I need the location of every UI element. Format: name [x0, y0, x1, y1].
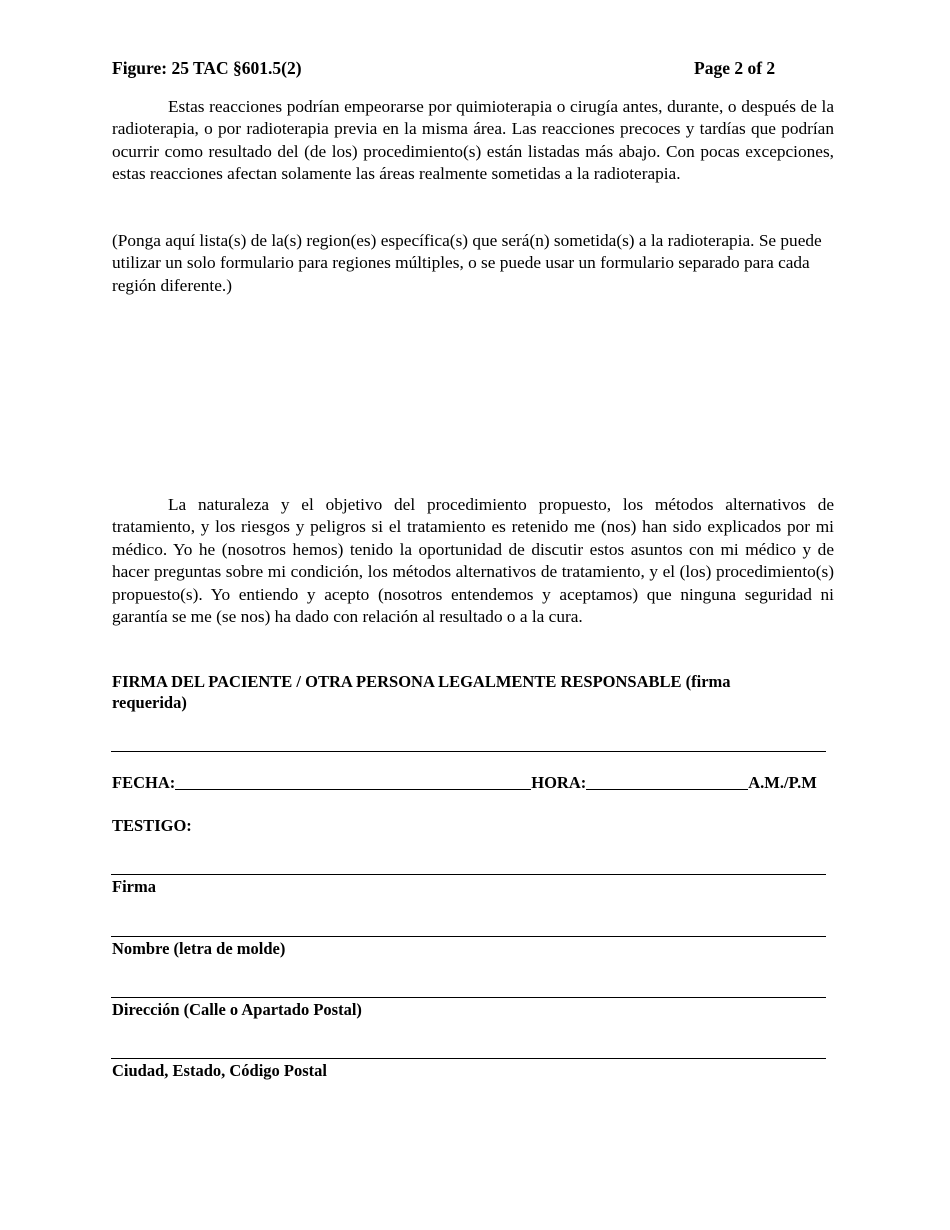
witness-city-line[interactable]: [111, 1058, 826, 1059]
witness-signature-label: Firma: [112, 877, 156, 896]
witness-signature-line[interactable]: [111, 874, 826, 875]
regions-instruction-paragraph: (Ponga aquí lista(s) de la(s) region(es) específica(s) que será(n) sometida(s) a la radioterapia. Se puede utilizar un solo formulario para regiones múltiples, o se puede usar un formulario separado para cada región diferente.): [112, 231, 822, 295]
date-label: FECHA:: [112, 773, 176, 792]
witness-address-line[interactable]: [111, 997, 826, 998]
ampm-label: A.M./P.M: [748, 773, 817, 792]
figure-reference: Figure: 25 TAC §601.5(2): [112, 58, 302, 78]
time-label: HORA:: [531, 773, 587, 792]
witness-name-line[interactable]: [111, 936, 826, 937]
date-time-row: [112, 773, 832, 793]
witness-city-label: Ciudad, Estado, Código Postal: [112, 1061, 328, 1080]
page-number: Page 2 of 2: [694, 58, 776, 78]
patient-signature-heading: FIRMA DEL PACIENTE / OTRA PERSONA LEGALMENTE RESPONSABLE (firma requerida): [112, 672, 731, 712]
date-field[interactable]: [175, 773, 531, 790]
time-field[interactable]: [586, 773, 748, 790]
witness-address-label: Dirección (Calle o Apartado Postal): [112, 1000, 362, 1019]
consent-paragraph: La naturaleza y el objetivo del procedimiento propuesto, los métodos alternativos de tratamiento, y los riesgos y peligros si el tratamiento es retenido me (nos) han sido explicados por mi médico. Yo he (nosotros hemos) tenido la oportunidad de discutir estos asuntos con mi médico y de hacer preguntas sobre mi condición, los métodos alternativos de tratamiento, y el (los) procedimiento(s) propuesto(s). Yo entiendo y acepto (nosotros entendemos y aceptamos) que ninguna seguridad ni garantía se me (se nos) ha dado con relación al resultado o a la cura.: [112, 495, 834, 627]
reactions-paragraph: Estas reacciones podrían empeorarse por quimioterapia o cirugía antes, durante, o después de la radioterapia, o por radioterapia previa en la misma área. Las reacciones precoces y tardías que podrían ocurrir como resultado del (de los) procedimiento(s) están listadas más abajo. Con pocas excepciones, estas reacciones afectan solamente las áreas realmente sometidas a la radioterapia.: [112, 97, 834, 184]
patient-signature-line[interactable]: [111, 751, 826, 752]
witness-label: TESTIGO:: [112, 816, 192, 835]
witness-name-label: Nombre (letra de molde): [112, 939, 286, 958]
